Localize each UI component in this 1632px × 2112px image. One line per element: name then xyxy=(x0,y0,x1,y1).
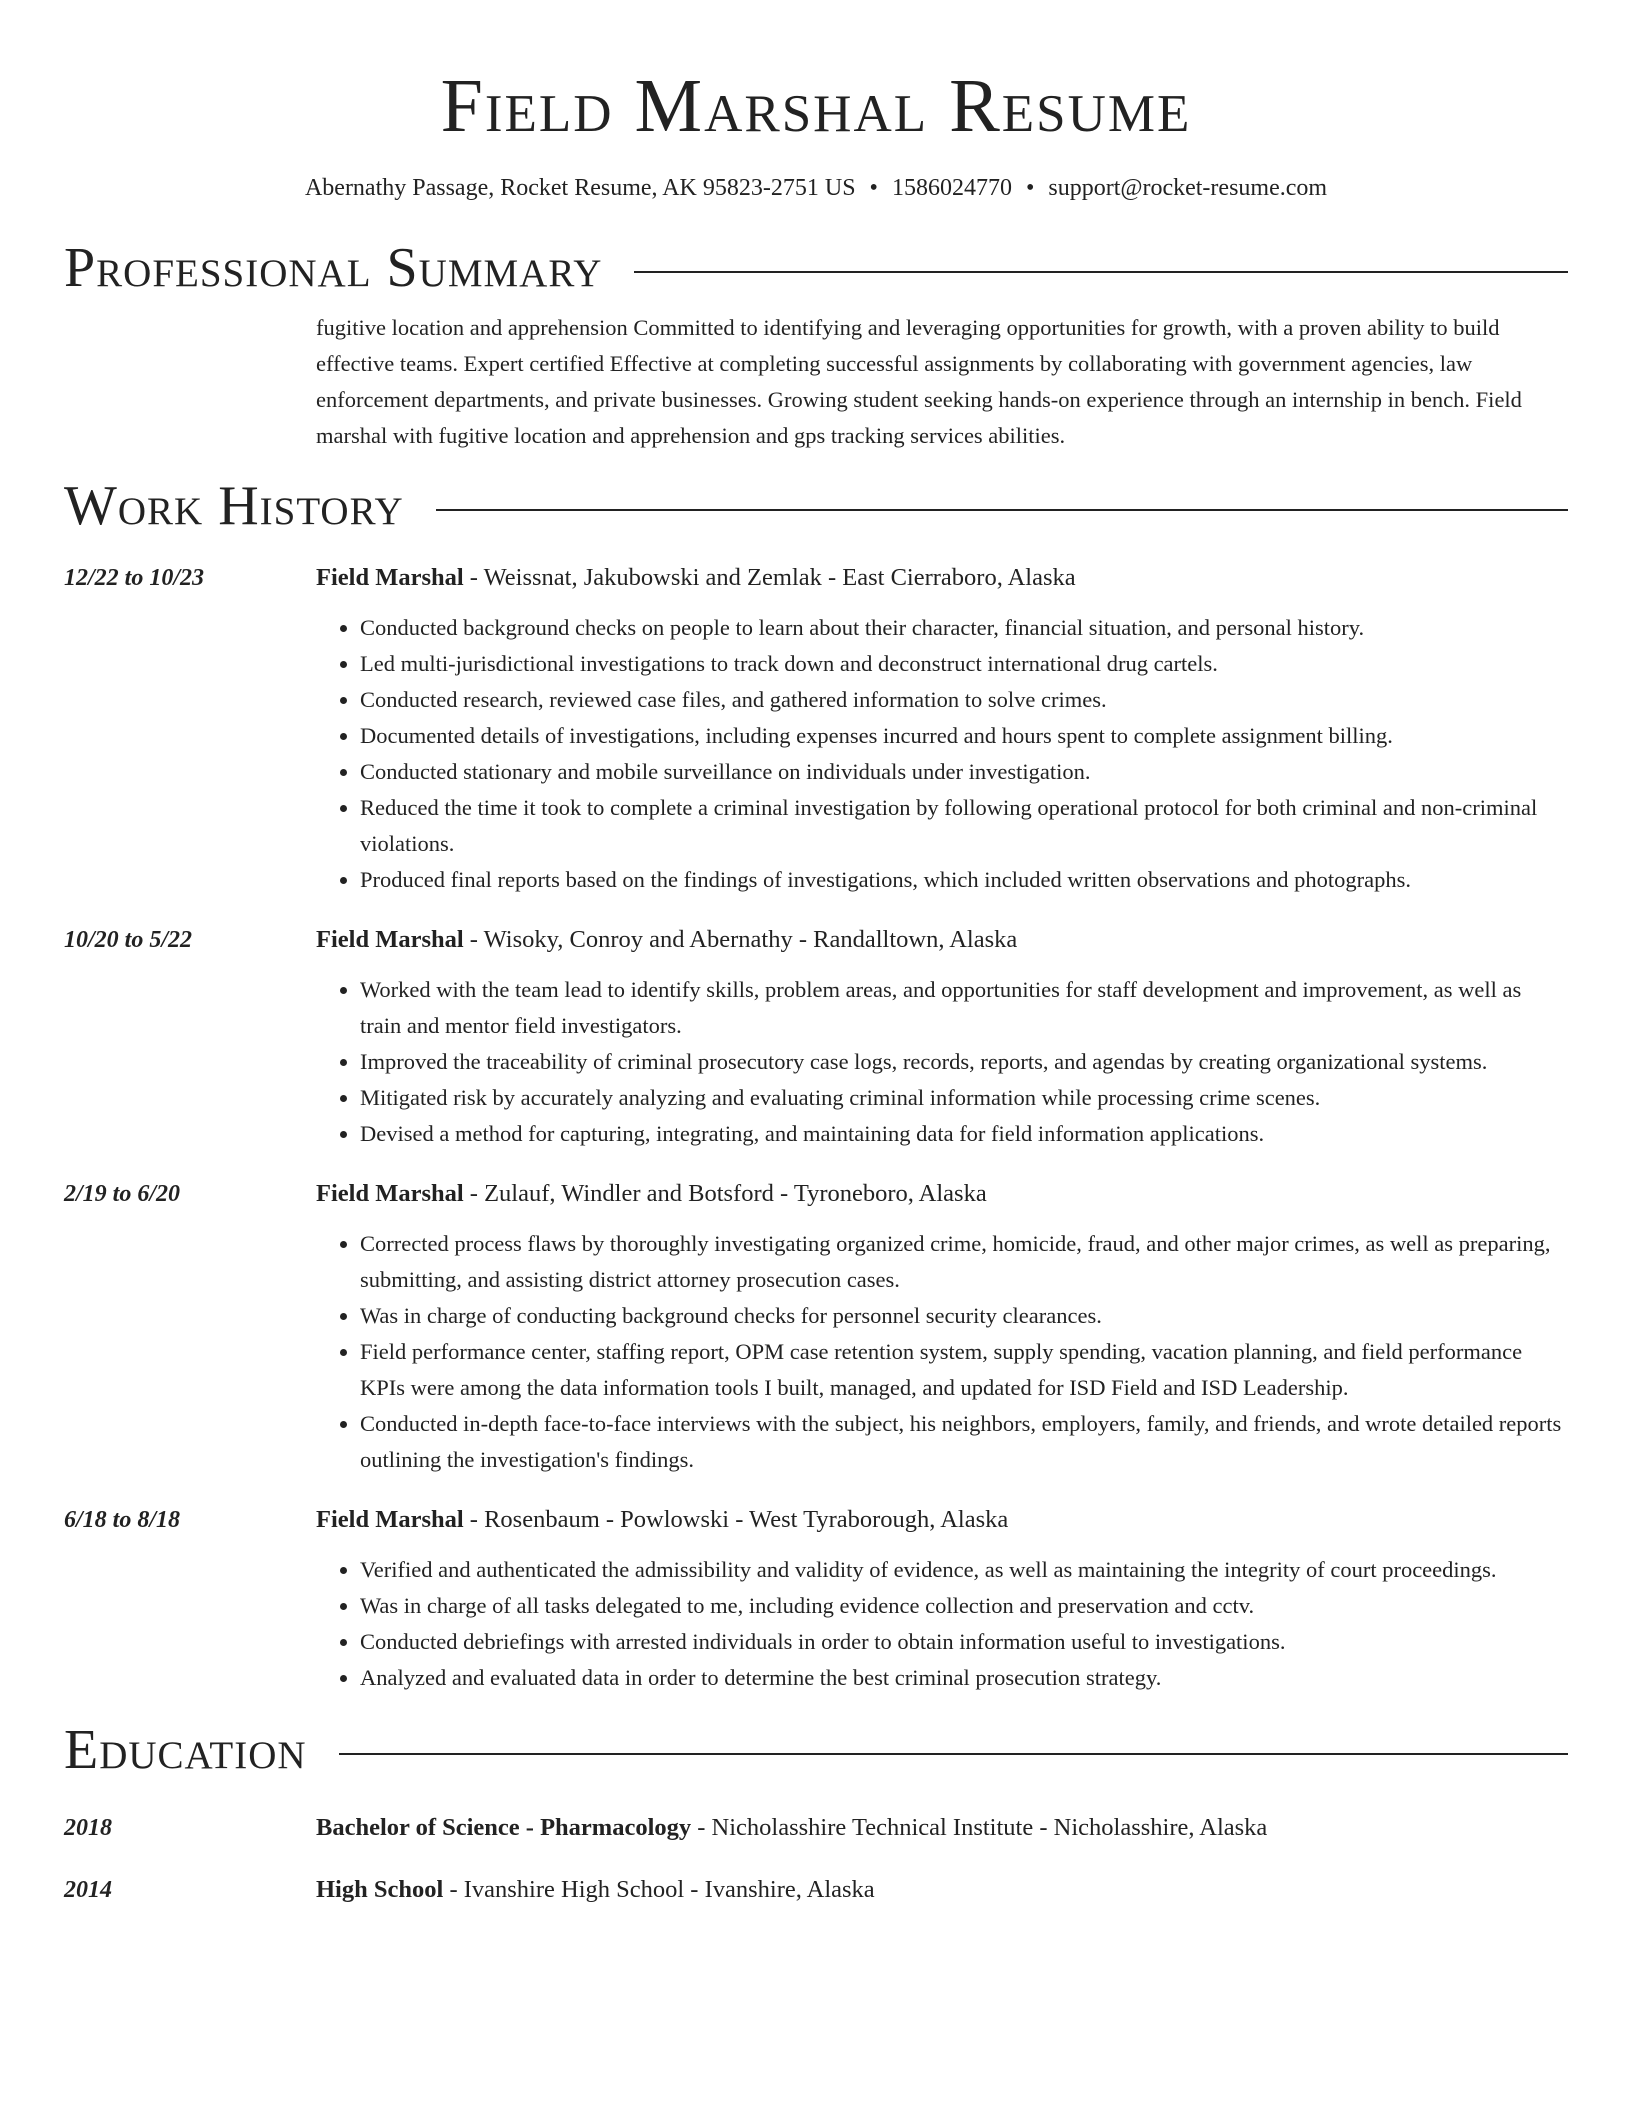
summary-heading: Professional Summary xyxy=(64,237,603,299)
job-details: - Weissnat, Jakubowski and Zemlak - East Cierraboro, Alaska xyxy=(463,564,1076,591)
job-details: - Zulauf, Windler and Botsford - Tyroneboro, Alaska xyxy=(463,1180,987,1207)
job-dates: 6/18 to 8/18 xyxy=(64,1507,181,1533)
job-bullet: • Corrected process flaws by thoroughly investigating organized crime, homicide, fraud, and other major crimes, as well as preparing, submitting, and assisting district attorney prosecution cases. xyxy=(360,1226,1568,1298)
job-body xyxy=(316,560,1568,898)
job-bullet: • Reduced the time it took to complete a criminal investigation by following operational protocol for both criminal and non-criminal violations. xyxy=(360,790,1568,862)
resume-title: Field Marshal Resume xyxy=(440,64,1192,148)
contact-address: Abernathy Passage, Rocket Resume, AK 95823-2751 US xyxy=(304,175,856,201)
job-bullet: • Led multi-jurisdictional investigations to track down and deconstruct international drug cartels. xyxy=(360,646,1568,682)
contact-phone: 1586024770 xyxy=(891,175,1012,201)
job-bullet: • Conducted in-depth face-to-face interviews with the subject, his neighbors, employers, family, and friends, and wrote detailed reports outlining the investigation's findings. xyxy=(360,1406,1568,1478)
job-bullet: • Conducted research, reviewed case files, and gathered information to solve crimes. xyxy=(360,682,1568,718)
job-bullet: • Devised a method for capturing, integrating, and maintaining data for field information applications. xyxy=(360,1116,1568,1152)
job-title: Field Marshal xyxy=(316,926,464,953)
job-body xyxy=(316,922,1568,1152)
contact-line xyxy=(64,172,1568,204)
summary-text: fugitive location and apprehension Committed to identifying and leveraging opportunities for growth, with a proven ability to build effective teams. Expert certified Effective at completing successful assignments by collaborating with government agencies, law enforcement departments, and private businesses. Growing student seeking hands-on experience through an internship in bench. Field marshal with fugitive location and apprehension and gps tracking services abilities. xyxy=(316,315,1522,448)
job-title: Field Marshal xyxy=(316,1506,464,1533)
education-details: - Ivanshire High School - Ivanshire, Alaska xyxy=(443,1876,875,1903)
contact-email[interactable]: support@rocket-resume.com xyxy=(1048,175,1328,201)
section-divider xyxy=(339,1753,1568,1755)
job-entry xyxy=(64,1176,1568,1478)
education-details: - Nicholasshire Technical Institute - Nicholasshire, Alaska xyxy=(691,1814,1268,1841)
education-body xyxy=(316,1810,1267,1846)
job-bullet: • Conducted stationary and mobile surveillance on individuals under investigation. xyxy=(360,754,1568,790)
work-history-list xyxy=(64,560,1568,1696)
job-body xyxy=(316,1176,1568,1478)
job-bullets xyxy=(316,610,1568,898)
job-heading xyxy=(316,1176,1568,1212)
job-heading xyxy=(316,922,1568,958)
work-section-header xyxy=(64,472,1568,540)
education-degree: Bachelor of Science - Pharmacology xyxy=(316,1814,692,1841)
job-details: - Wisoky, Conroy and Abernathy - Randalltown, Alaska xyxy=(463,926,1018,953)
education-body xyxy=(316,1872,875,1908)
education-year: 2018 xyxy=(64,1815,112,1841)
work-heading: Work History xyxy=(64,475,404,537)
job-bullet: • Was in charge of all tasks delegated to me, including evidence collection and preservation and cctv. xyxy=(360,1588,1568,1624)
job-bullet: • Mitigated risk by accurately analyzing and evaluating criminal information while processing crime scenes. xyxy=(360,1080,1568,1116)
job-entry xyxy=(64,922,1568,1152)
job-bullets xyxy=(316,1226,1568,1478)
education-entry xyxy=(64,1810,1568,1846)
education-section-header xyxy=(64,1716,1568,1784)
summary-section-header xyxy=(64,234,1568,302)
job-heading xyxy=(316,560,1568,596)
job-bullet: • Improved the traceability of criminal prosecutory case logs, records, reports, and agendas by creating organizational systems. xyxy=(360,1044,1568,1080)
contact-separator: • xyxy=(869,175,878,201)
section-divider xyxy=(634,271,1568,273)
job-bullets xyxy=(316,1552,1568,1696)
job-bullet: • Was in charge of conducting background checks for personnel security clearances. xyxy=(360,1298,1568,1334)
job-bullet: • Worked with the team lead to identify skills, problem areas, and opportunities for staff development and improvement, as well as train and mentor field investigators. xyxy=(360,972,1568,1044)
job-heading xyxy=(316,1502,1568,1538)
job-bullet: • Produced final reports based on the findings of investigations, which included written observations and photographs. xyxy=(360,862,1568,898)
job-dates: 12/22 to 10/23 xyxy=(64,565,205,591)
job-entry xyxy=(64,560,1568,898)
job-details: - Rosenbaum - Powlowski - West Tyraborough, Alaska xyxy=(463,1506,1009,1533)
job-dates: 2/19 to 6/20 xyxy=(64,1181,181,1207)
job-body xyxy=(316,1502,1568,1696)
job-title: Field Marshal xyxy=(316,1180,464,1207)
job-entry xyxy=(64,1502,1568,1696)
job-title: Field Marshal xyxy=(316,564,464,591)
education-degree: High School xyxy=(316,1876,444,1903)
job-bullet: • Conducted background checks on people to learn about their character, financial situation, and personal history. xyxy=(360,610,1568,646)
job-bullet: • Field performance center, staffing report, OPM case retention system, supply spending, vacation planning, and field performance KPIs were among the data information tools I built, managed, and updated for ISD Field and ISD Leadership. xyxy=(360,1334,1568,1406)
job-bullet: • Analyzed and evaluated data in order to determine the best criminal prosecution strategy. xyxy=(360,1660,1568,1696)
job-bullet: • Conducted debriefings with arrested individuals in order to obtain information useful to investigations. xyxy=(360,1624,1568,1660)
job-bullet: • Verified and authenticated the admissibility and validity of evidence, as well as maintaining the integrity of court proceedings. xyxy=(360,1552,1568,1588)
education-entry xyxy=(64,1872,1568,1908)
education-heading: Education xyxy=(64,1719,307,1781)
job-dates: 10/20 to 5/22 xyxy=(64,927,193,953)
education-year: 2014 xyxy=(64,1877,112,1903)
job-bullets xyxy=(316,972,1568,1152)
contact-separator: • xyxy=(1025,175,1035,201)
job-bullet: • Documented details of investigations, including expenses incurred and hours spent to complete assignment billing. xyxy=(360,718,1568,754)
education-list xyxy=(64,1810,1568,1908)
section-divider xyxy=(436,509,1568,511)
